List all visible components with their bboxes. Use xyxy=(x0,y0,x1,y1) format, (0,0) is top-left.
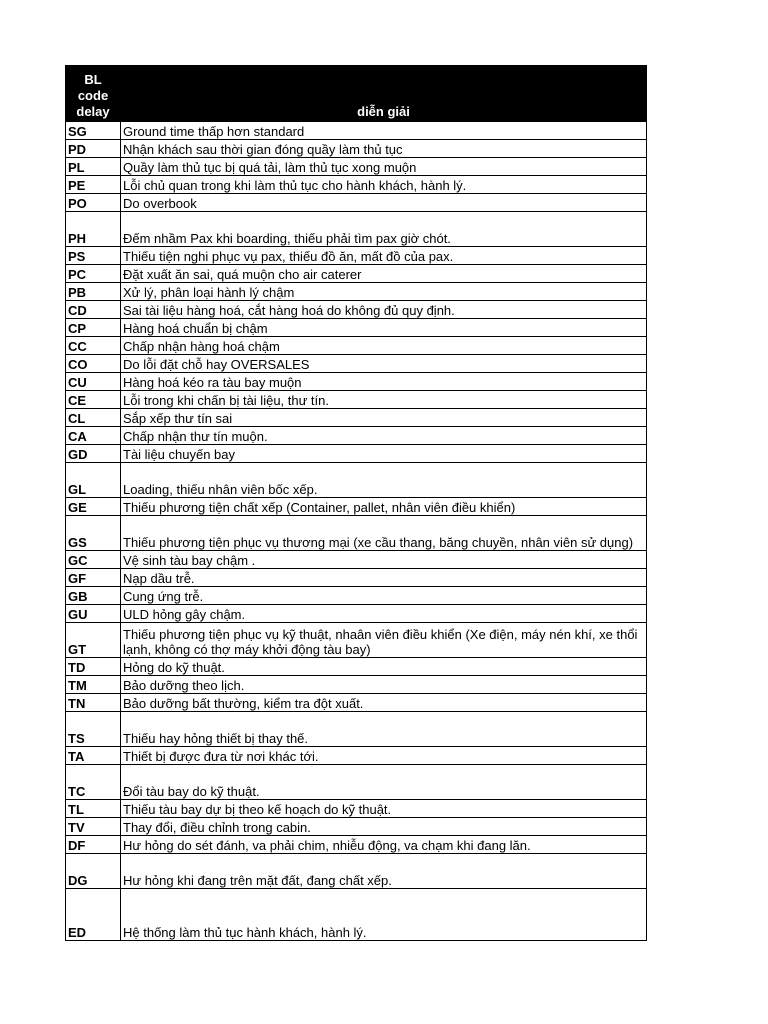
table-row xyxy=(66,283,647,301)
delay-code: TD xyxy=(66,658,121,676)
table-row xyxy=(66,194,647,212)
delay-code: TV xyxy=(66,818,121,836)
table-row xyxy=(66,587,647,605)
delay-code: CC xyxy=(66,337,121,355)
delay-code: DG xyxy=(66,854,121,889)
delay-code: GC xyxy=(66,551,121,569)
table-row xyxy=(66,818,647,836)
table-row xyxy=(66,265,647,283)
delay-description: Do overbook xyxy=(121,194,647,212)
table-row xyxy=(66,712,647,747)
table-row xyxy=(66,427,647,445)
table-row xyxy=(66,516,647,551)
table-row xyxy=(66,409,647,427)
delay-description: Nạp dầu trễ. xyxy=(121,569,647,587)
delay-description: ULD hỏng gây chậm. xyxy=(121,605,647,623)
delay-description: Hỏng do kỹ thuật. xyxy=(121,658,647,676)
delay-code: CD xyxy=(66,301,121,319)
table-row xyxy=(66,623,647,658)
delay-description: Nhận khách sau thời gian đóng quầy làm thủ tục xyxy=(121,140,647,158)
delay-code: GT xyxy=(66,623,121,658)
table-row xyxy=(66,355,647,373)
table-row xyxy=(66,836,647,854)
delay-code: CL xyxy=(66,409,121,427)
table-row xyxy=(66,391,647,409)
delay-code: PC xyxy=(66,265,121,283)
delay-description: Hư hỏng do sét đánh, va phải chim, nhiễu động, va chạm khi đang lăn. xyxy=(121,836,647,854)
header-code: BL code delay xyxy=(66,66,121,122)
delay-description: Bảo dưỡng theo lịch. xyxy=(121,676,647,694)
delay-code-table xyxy=(65,65,647,941)
delay-description: Thiếu phương tiện chất xếp (Container, pallet, nhân viên điều khiển) xyxy=(121,498,647,516)
delay-code: PO xyxy=(66,194,121,212)
delay-description: Thiếu phương tiện phục vụ kỹ thuật, nhaân viên điều khiển (Xe điện, máy nén khí, xe thổi lạnh, không có thợ máy khởi động tàu bay) xyxy=(121,623,647,658)
table-row xyxy=(66,122,647,140)
table-row xyxy=(66,658,647,676)
table-row xyxy=(66,747,647,765)
table-row xyxy=(66,319,647,337)
table-row xyxy=(66,605,647,623)
table-row xyxy=(66,765,647,800)
delay-code: CA xyxy=(66,427,121,445)
delay-description: Đếm nhầm Pax khi boarding, thiếu phải tìm pax giờ chót. xyxy=(121,212,647,247)
table-row xyxy=(66,800,647,818)
delay-description: Lỗi chủ quan trong khi làm thủ tục cho hành khách, hành lý. xyxy=(121,176,647,194)
table-row xyxy=(66,373,647,391)
delay-code: GU xyxy=(66,605,121,623)
table-row xyxy=(66,445,647,463)
delay-code: TN xyxy=(66,694,121,712)
delay-code: CP xyxy=(66,319,121,337)
table-row xyxy=(66,854,647,889)
delay-description: Lỗi trong khi chấn bị tài liệu, thư tín. xyxy=(121,391,647,409)
header-description: diễn giải xyxy=(121,66,647,122)
table-row xyxy=(66,301,647,319)
table-body xyxy=(66,122,647,941)
delay-description: Hàng hoá kéo ra tàu bay muộn xyxy=(121,373,647,391)
delay-code: GD xyxy=(66,445,121,463)
delay-description: Hệ thống làm thủ tục hành khách, hành lý. xyxy=(121,889,647,941)
table-row xyxy=(66,551,647,569)
delay-code: CE xyxy=(66,391,121,409)
delay-description: Thiết bị được đưa từ nơi khác tới. xyxy=(121,747,647,765)
delay-description: Đặt xuất ăn sai, quá muộn cho air caterer xyxy=(121,265,647,283)
delay-code: CU xyxy=(66,373,121,391)
delay-code: ED xyxy=(66,889,121,941)
delay-code: PE xyxy=(66,176,121,194)
delay-description: Bảo dưỡng bất thường, kiểm tra đột xuất. xyxy=(121,694,647,712)
delay-code: TC xyxy=(66,765,121,800)
delay-code: PS xyxy=(66,247,121,265)
table-row xyxy=(66,694,647,712)
delay-description: Sắp xếp thư tín sai xyxy=(121,409,647,427)
delay-description: Thiếu tàu bay dự bị theo kế hoạch do kỹ thuật. xyxy=(121,800,647,818)
table-row xyxy=(66,212,647,247)
delay-description: Đổi tàu bay do kỹ thuật. xyxy=(121,765,647,800)
delay-description: Cung ứng trễ. xyxy=(121,587,647,605)
delay-code: TA xyxy=(66,747,121,765)
delay-description: Thiếu phương tiện phục vụ thương mại (xe cầu thang, băng chuyền, nhân viên sử dụng) xyxy=(121,516,647,551)
delay-description: Loading, thiếu nhân viên bốc xếp. xyxy=(121,463,647,498)
table-row xyxy=(66,569,647,587)
delay-code: GE xyxy=(66,498,121,516)
table-row xyxy=(66,676,647,694)
delay-code: PH xyxy=(66,212,121,247)
table-row xyxy=(66,498,647,516)
delay-code: TL xyxy=(66,800,121,818)
delay-code: GB xyxy=(66,587,121,605)
delay-code: TS xyxy=(66,712,121,747)
delay-description: Sai tài liệu hàng hoá, cắt hàng hoá do không đủ quy định. xyxy=(121,301,647,319)
delay-description: Thay đổi, điều chỉnh trong cabin. xyxy=(121,818,647,836)
delay-description: Quầy làm thủ tục bị quá tải, làm thủ tục xong muộn xyxy=(121,158,647,176)
table-row xyxy=(66,176,647,194)
delay-description: Hư hỏng khi đang trên mặt đất, đang chất xếp. xyxy=(121,854,647,889)
delay-description: Do lỗi đặt chỗ hay OVERSALES xyxy=(121,355,647,373)
delay-code: PB xyxy=(66,283,121,301)
table-row xyxy=(66,889,647,941)
delay-code: GF xyxy=(66,569,121,587)
delay-code: TM xyxy=(66,676,121,694)
delay-description: Chấp nhận thư tín muộn. xyxy=(121,427,647,445)
table-row xyxy=(66,140,647,158)
delay-code: CO xyxy=(66,355,121,373)
delay-description: Thiếu tiện nghi phục vụ pax, thiếu đồ ăn, mất đồ của pax. xyxy=(121,247,647,265)
delay-code: GS xyxy=(66,516,121,551)
delay-code: GL xyxy=(66,463,121,498)
delay-description: Vệ sinh tàu bay chậm . xyxy=(121,551,647,569)
delay-description: Ground time thấp hơn standard xyxy=(121,122,647,140)
delay-code: SG xyxy=(66,122,121,140)
delay-description: Thiếu hay hỏng thiết bị thay thế. xyxy=(121,712,647,747)
table-row xyxy=(66,247,647,265)
table-row xyxy=(66,463,647,498)
delay-description: Xử lý, phân loại hành lý chậm xyxy=(121,283,647,301)
table-row xyxy=(66,337,647,355)
table-row xyxy=(66,158,647,176)
delay-description: Hàng hoá chuẩn bị chậm xyxy=(121,319,647,337)
delay-description: Tài liệu chuyến bay xyxy=(121,445,647,463)
delay-description: Chấp nhận hàng hoá chậm xyxy=(121,337,647,355)
delay-code: DF xyxy=(66,836,121,854)
delay-code: PD xyxy=(66,140,121,158)
delay-code: PL xyxy=(66,158,121,176)
header-row xyxy=(66,66,647,122)
